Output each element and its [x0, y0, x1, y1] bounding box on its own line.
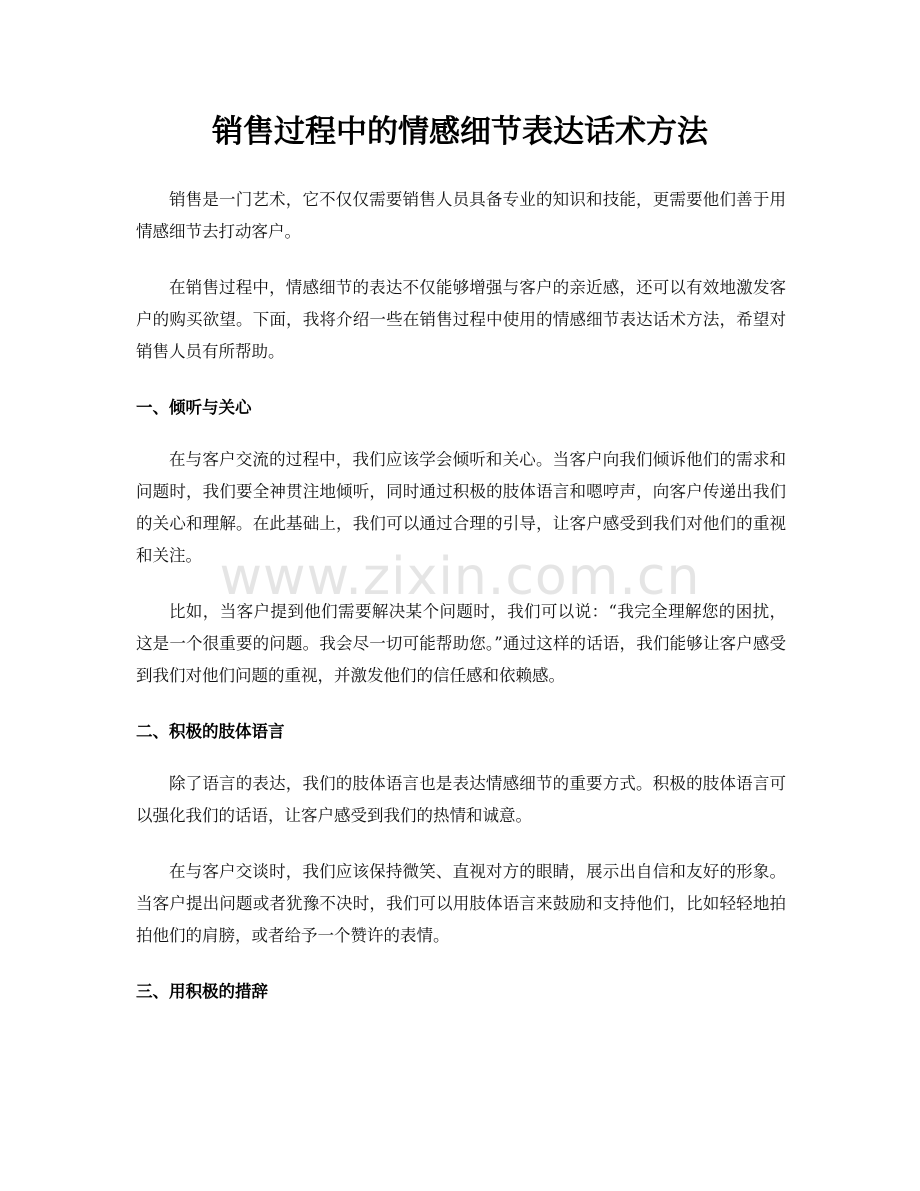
- section-heading: 三、用积极的措辞: [136, 982, 268, 1001]
- section-paragraph: 比如，当客户提到他们需要解决某个问题时，我们可以说：“我完全理解您的困扰，这是一个很重要的问题。我会尽一切可能帮助您。”通过这样的话语，我们能够让客户感受到我们对他们问题的重视，并激发他们的信任感和依赖感。: [136, 602, 786, 685]
- section-paragraph: 在与客户交流的过程中，我们应该学会倾听和关心。当客户向我们倾诉他们的需求和问题时，我们要全神贯注地倾听，同时通过积极的肢体语言和嗯哼声，向客户传递出我们的关心和理解。在此基础上，我们可以通过合理的引导，让客户感受到我们对他们的重视和关注。: [136, 450, 786, 565]
- intro-paragraph: 在销售过程中，情感细节的表达不仅能够增强与客户的亲近感，还可以有效地激发客户的购买欲望。下面，我将介绍一些在销售过程中使用的情感细节表达话术方法，希望对销售人员有所帮助。: [136, 278, 786, 361]
- section-paragraph: 在与客户交谈时，我们应该保持微笑、直视对方的眼睛，展示出自信和友好的形象。当客户提出问题或者犹豫不决时，我们可以用肢体语言来鼓励和支持他们，比如轻轻地拍拍他们的肩膀，或者给予一个赞许的表情。: [136, 862, 786, 945]
- section-heading: 一、倾听与关心: [136, 398, 252, 417]
- section-paragraph: 除了语言的表达，我们的肢体语言也是表达情感细节的重要方式。积极的肢体语言可以强化我们的话语，让客户感受到我们的热情和诚意。: [136, 774, 786, 825]
- intro-paragraph: 销售是一门艺术，它不仅仅需要销售人员具备专业的知识和技能，更需要他们善于用情感细节去打动客户。: [136, 190, 786, 241]
- document-body: [136, 184, 786, 1028]
- page-title: 销售过程中的情感细节表达话术方法: [212, 114, 708, 150]
- watermark: www.zixin.com.cn: [219, 547, 701, 607]
- section-heading: 二、积极的肢体语言: [136, 722, 285, 741]
